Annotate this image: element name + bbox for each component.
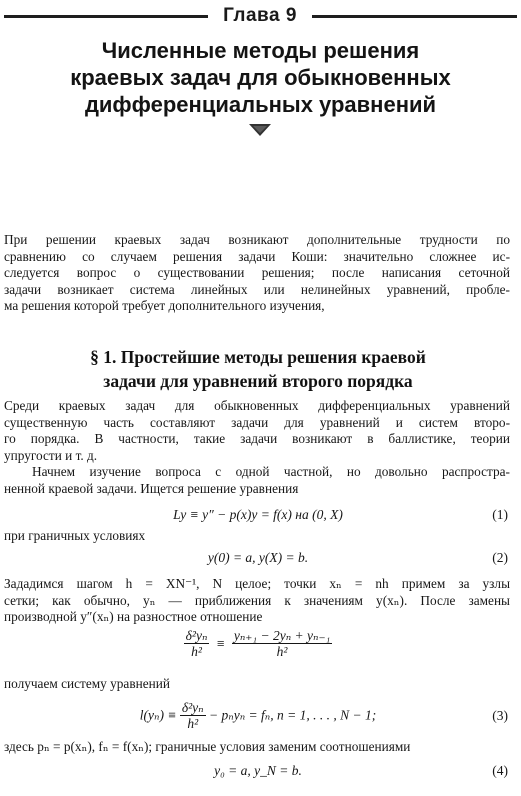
text-line: Зададимся шагом h = XN⁻¹, N целое; точки xₙ = nh примем за узлы xyxy=(4,576,510,591)
text-line: следуется вопрос о существовании решения; после написания сеточной xyxy=(4,265,510,280)
equation-rhs: − pₙyₙ = fₙ, n = 1, . . . , N − 1; xyxy=(209,707,377,723)
difference-quotient xyxy=(4,628,512,659)
chapter-rule-right xyxy=(312,15,517,18)
text-line: сетки; как обычно, yₙ — приближения к значениям y(xₙ). После замены xyxy=(4,592,510,608)
equation-number: (2) xyxy=(492,550,508,565)
equation-4 xyxy=(4,762,512,782)
equation-3 xyxy=(4,700,512,736)
text-line: го порядка. В частности, такие задачи возникают в баллистике, теории xyxy=(4,431,510,446)
text-line: при граничных условиях xyxy=(4,528,146,543)
equation-expression xyxy=(4,700,512,731)
text-line: При решении краевых задач возникают дополнительные трудности по xyxy=(4,232,510,247)
section-paragraph-6 xyxy=(4,739,510,756)
section-paragraph-3 xyxy=(4,528,510,545)
text-line: производной y″(xₙ) на разностное отношение xyxy=(4,609,263,624)
section-paragraph-1 xyxy=(4,398,510,464)
section-paragraph-2 xyxy=(4,464,510,497)
text-line: получаем систему уравнений xyxy=(4,676,170,691)
fraction xyxy=(184,628,210,659)
text-line: упругости и т. д. xyxy=(4,447,98,463)
section-heading-line: задачи для уравнений второго порядка xyxy=(103,371,413,391)
equivalence-sign: ≡ xyxy=(216,635,225,651)
intro-paragraph xyxy=(4,232,510,315)
equation-expression: y(0) = a, y(X) = b. xyxy=(207,550,309,565)
section-paragraph-5 xyxy=(4,676,510,693)
chapter-rule-left xyxy=(4,15,208,18)
equation-number: (1) xyxy=(492,507,508,522)
chapter-banner xyxy=(0,7,521,25)
equation-lhs: l(yₙ) ≡ xyxy=(139,707,177,723)
equation-number: (4) xyxy=(492,763,508,778)
text-line: задачи возникает система линейных или нелинейных уравнений, пробле- xyxy=(4,281,510,297)
chapter-title-line: дифференциальных уравнений xyxy=(84,92,437,117)
fraction-numerator: δ²yₙ xyxy=(185,628,208,643)
equation-1 xyxy=(4,506,512,526)
text-line: Среди краевых задач для обыкновенных дифференциальных уравнений xyxy=(4,398,510,413)
fraction-numerator: δ²yₙ xyxy=(181,700,204,715)
equation-2 xyxy=(4,549,512,569)
section-heading-line: § 1. Простейшие методы решения краевой xyxy=(90,347,426,367)
text-line: существенную часть составляют задачи для уравнений и систем второ- xyxy=(4,414,510,430)
text-line: ненной краевой задачи. Ищется решение уравнения xyxy=(4,480,299,496)
fraction-denominator: h² xyxy=(276,644,288,659)
text-line: сравнению со случаем решения задачи Коши: значительно сложнее ис- xyxy=(4,248,510,264)
chapter-label: Глава 9 xyxy=(223,5,297,26)
chapter-title-line: Численные методы решения xyxy=(101,38,420,63)
text-line: ма решения которой требует дополнительного изучения, xyxy=(4,298,325,313)
fraction-numerator: yₙ₊₁ − 2yₙ + yₙ₋₁ xyxy=(233,628,331,643)
fraction xyxy=(232,628,333,659)
section-heading xyxy=(4,345,512,393)
down-triangle-icon xyxy=(249,124,271,136)
text-line: Начнем изучение вопроса с одной частной, но довольно распростра- xyxy=(32,464,510,479)
fraction-denominator: h² xyxy=(191,644,202,659)
chapter-title-line: краевых задач для обыкновенных xyxy=(70,65,451,90)
equation-expression: y₀ = a, y_N = b. xyxy=(214,763,302,778)
text-line: здесь pₙ = p(xₙ), fₙ = f(xₙ); граничные условия заменим соотношениями xyxy=(4,739,411,754)
equation-expression: Ly ≡ y″ − p(x)y = f(x) на (0, X) xyxy=(173,507,343,522)
equation-number: (3) xyxy=(492,708,508,723)
fraction xyxy=(180,700,206,731)
section-paragraph-4 xyxy=(4,576,510,626)
fraction-denominator: h² xyxy=(187,716,199,731)
chapter-title xyxy=(10,37,511,118)
